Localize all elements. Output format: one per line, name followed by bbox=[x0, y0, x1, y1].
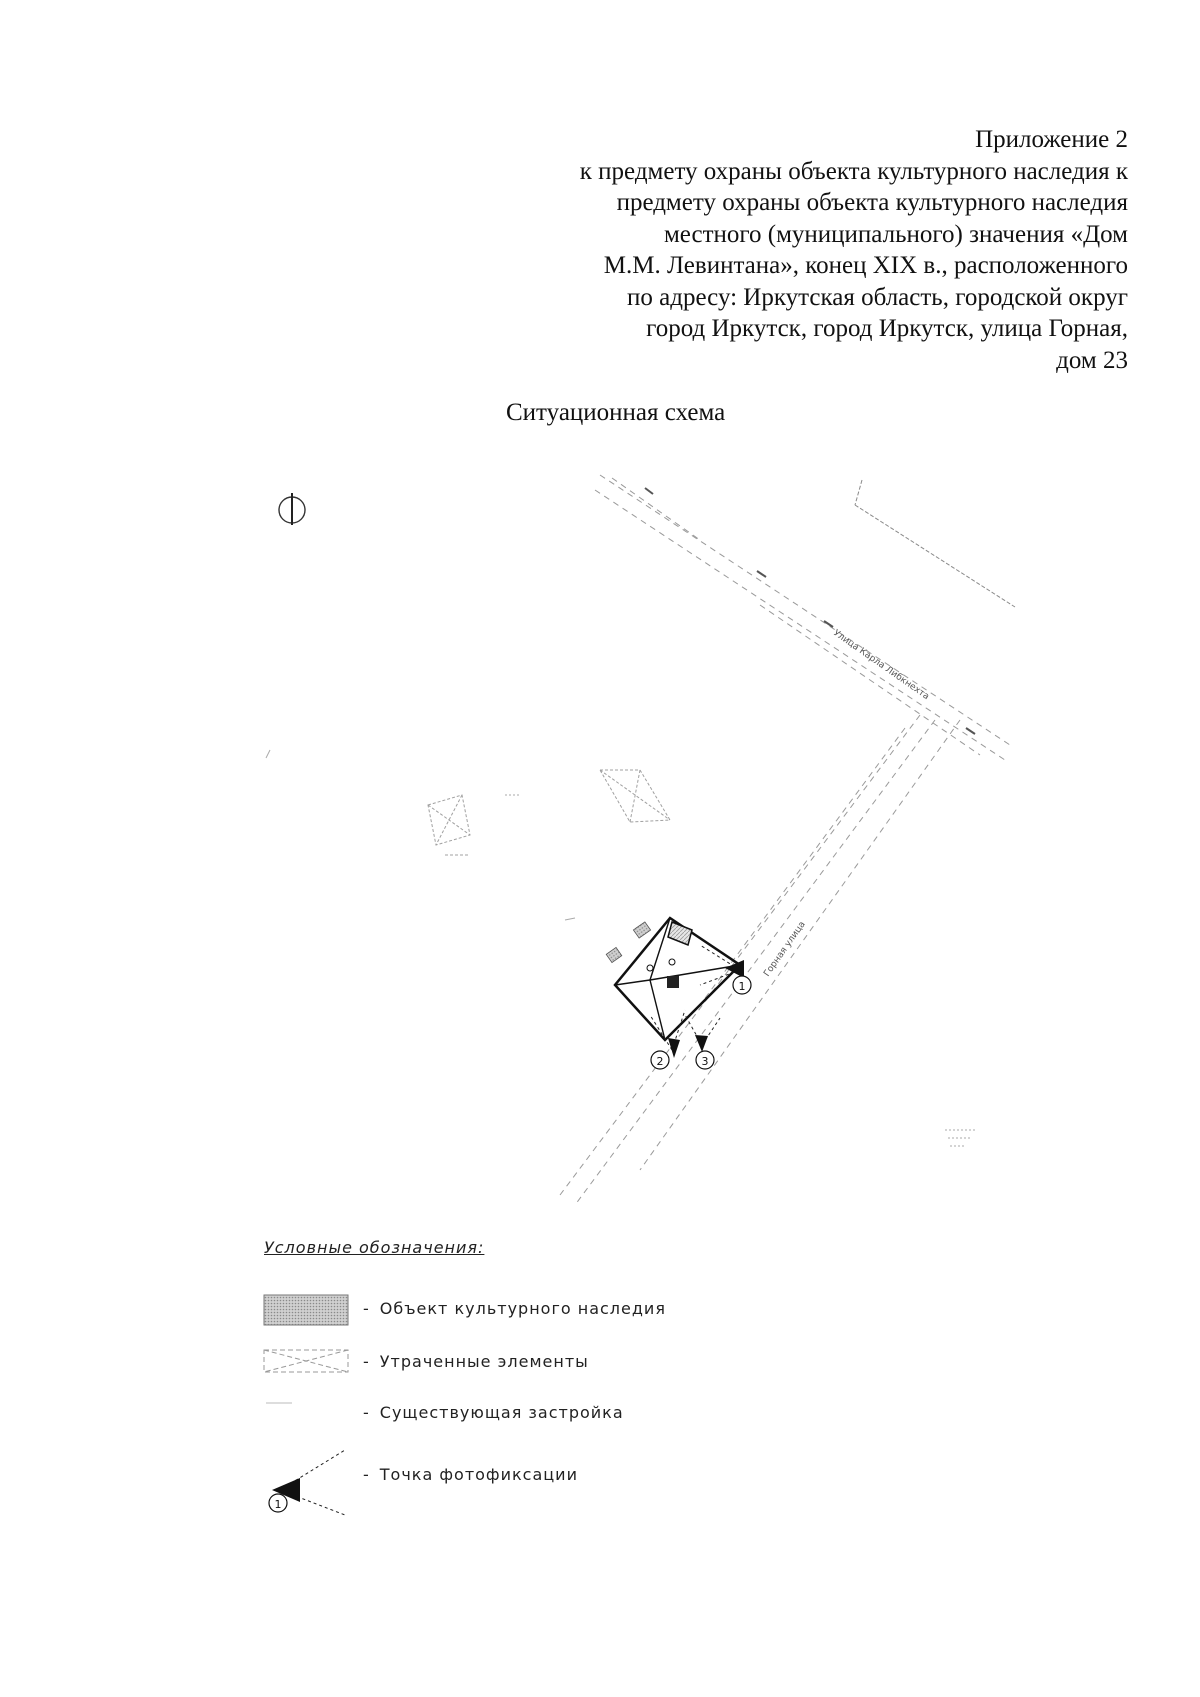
header-line: дом 23 bbox=[1056, 346, 1128, 374]
header-line: М.М. Левинтана», конец XIX в., расположенного bbox=[603, 252, 1128, 279]
photo-point-number: 2 bbox=[656, 1055, 664, 1068]
existing-building-ne bbox=[855, 480, 1015, 607]
photo-point-3-icon bbox=[685, 1015, 720, 1069]
photo-point-number: 1 bbox=[738, 980, 746, 993]
scheme-title: Ситуационная схема bbox=[506, 399, 726, 426]
existing-building-se bbox=[945, 1130, 975, 1146]
legend-label: Точка фотофиксации bbox=[379, 1465, 578, 1484]
header-line: предмету охраны объекта культурного наследия bbox=[616, 189, 1128, 216]
legend-symbol-photo-point bbox=[269, 1450, 345, 1515]
photo-point-number: 3 bbox=[701, 1055, 709, 1068]
header-line: по адресу: Иркутская область, городской округ bbox=[627, 283, 1128, 311]
legend-label: Объект культурного наследия bbox=[379, 1299, 666, 1318]
legend-item-lost-elements: - Утраченные элементы bbox=[363, 1352, 589, 1371]
street-gornaya bbox=[560, 715, 960, 1205]
legend-symbol-lost-elements bbox=[264, 1350, 348, 1372]
street-label-gornaya: Горная улица bbox=[762, 919, 808, 979]
legend-item-heritage: - Объект культурного наследия bbox=[363, 1299, 666, 1318]
street-label-karla-libknekhta: Улица Карла Либкнехта bbox=[831, 628, 931, 703]
legend-item-existing-building: - Существующая застройка bbox=[363, 1403, 624, 1422]
header-line: Приложение 2 bbox=[975, 126, 1128, 153]
legend-label: Существующая застройка bbox=[379, 1403, 624, 1422]
legend-label: Утраченные элементы bbox=[379, 1352, 589, 1371]
lost-element-west bbox=[428, 795, 470, 855]
header-line: к предмету охраны объекта культурного наследия к bbox=[579, 157, 1128, 185]
heritage-building-dom-levintana bbox=[606, 918, 740, 1040]
photo-point-1-icon bbox=[700, 945, 751, 994]
lost-element-center bbox=[600, 770, 670, 822]
legend-item-photo-point: - Точка фотофиксации bbox=[363, 1465, 578, 1484]
header-line: город Иркутск, город Иркутск, улица Горная, bbox=[646, 315, 1128, 342]
legend-title: Условные обозначения: bbox=[264, 1238, 485, 1257]
photo-point-2-icon bbox=[650, 1010, 685, 1069]
header-line: местного (муниципального) значения «Дом bbox=[663, 220, 1128, 248]
street-karla-libknekhta bbox=[595, 475, 1010, 760]
legend-photo-number: 1 bbox=[274, 1498, 282, 1511]
legend-symbol-heritage bbox=[264, 1295, 348, 1325]
north-arrow-icon bbox=[279, 493, 305, 525]
